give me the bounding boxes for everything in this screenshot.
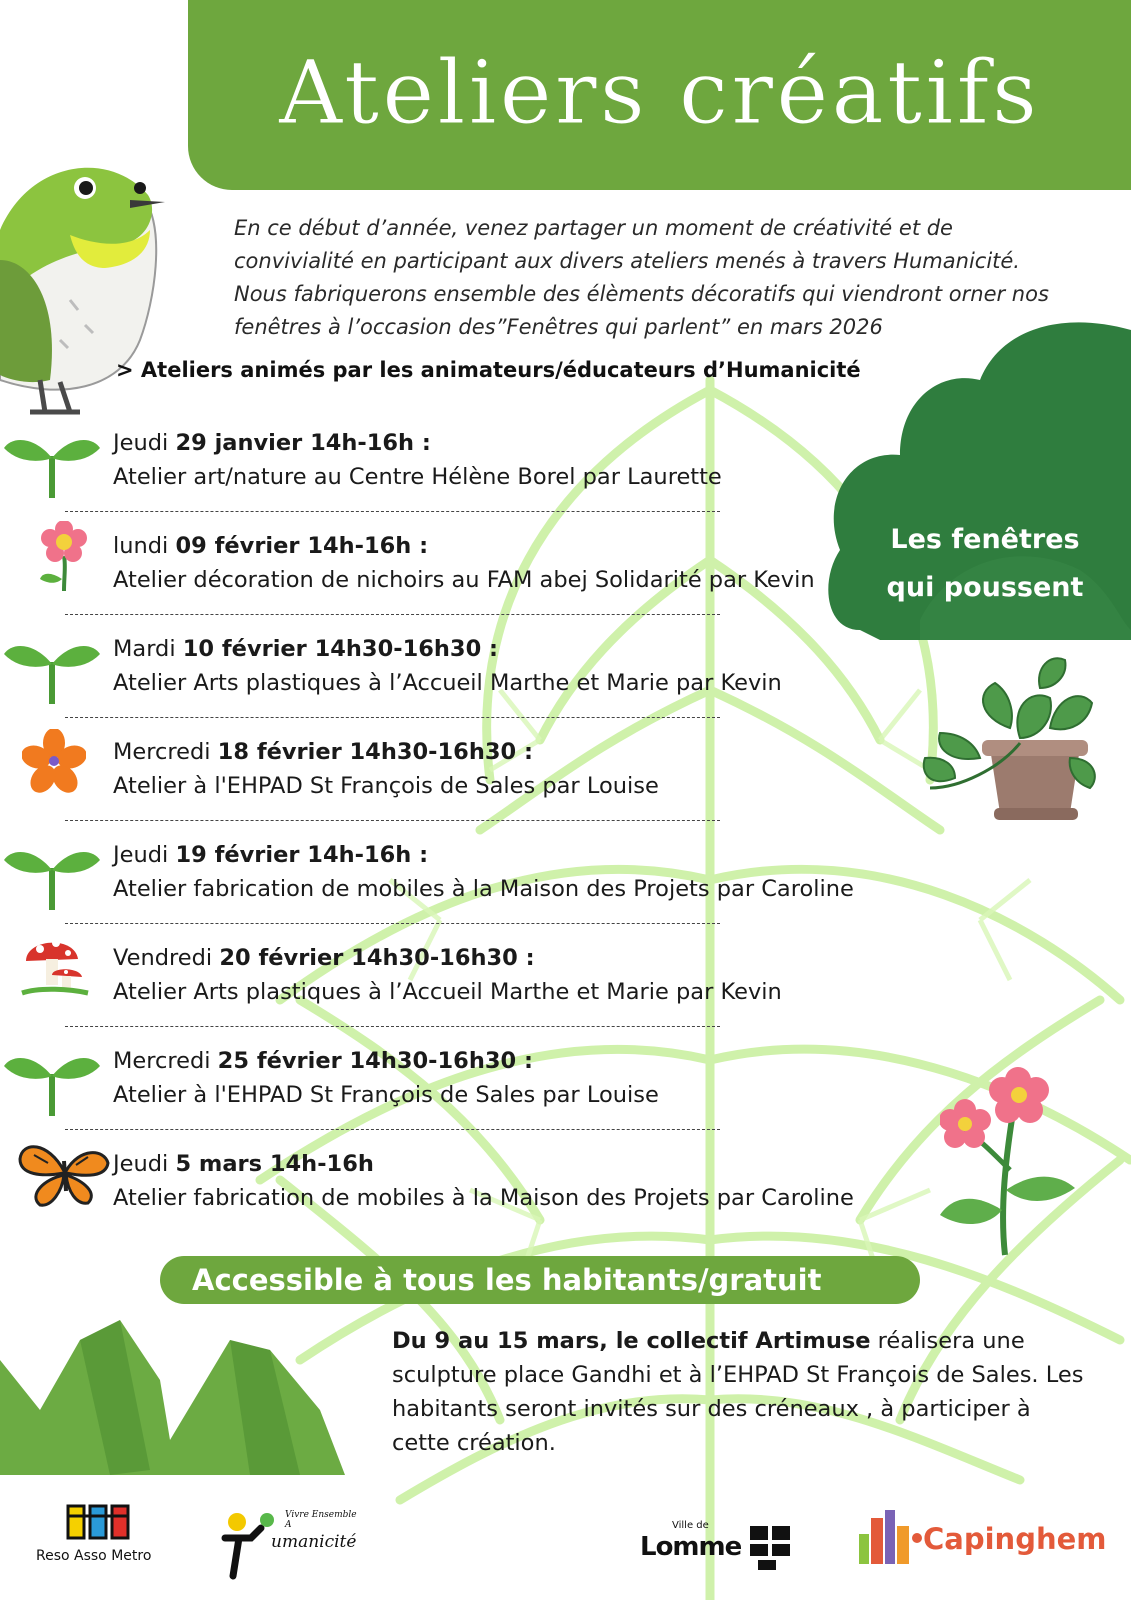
- lomme-small-text: Ville de: [672, 1520, 709, 1531]
- flower-icon: [36, 521, 92, 591]
- session-description: Atelier art/nature au Centre Hélène Borel par Laurette: [113, 464, 722, 490]
- dashed-divider: [65, 1026, 720, 1027]
- session-day: Mardi: [113, 636, 183, 662]
- session-heading: [113, 838, 913, 872]
- sprout-icon: [4, 632, 100, 704]
- session-date: 10 février 14h30-16h30 :: [182, 636, 499, 662]
- lomme-logo: [640, 1520, 800, 1580]
- session-heading: [113, 941, 913, 975]
- session-item: [113, 529, 913, 597]
- pink-flower-icon: [940, 1060, 1080, 1260]
- session-heading: [113, 1147, 913, 1181]
- session-description: Atelier fabrication de mobiles à la Maison des Projets par Caroline: [113, 876, 854, 902]
- session-heading: [113, 1044, 913, 1078]
- lomme-text: Lomme: [640, 1532, 742, 1562]
- session-item: [113, 632, 913, 700]
- potted-plant-icon: [920, 648, 1100, 828]
- session-description: Atelier Arts plastiques à l’Accueil Marthe et Marie par Kevin: [113, 979, 782, 1005]
- page-title: Ateliers créatifs: [278, 41, 1041, 144]
- humanicite-text: umanicité: [271, 1532, 357, 1552]
- session-day: Mercredi: [113, 739, 218, 765]
- session-day: Vendredi: [113, 945, 220, 971]
- session-date: 18 février 14h30-16h30 :: [217, 739, 533, 765]
- animators-note: > Ateliers animés par les animateurs/éducateurs d’Humanicité: [116, 358, 861, 382]
- session-day: lundi: [113, 533, 176, 559]
- session-heading: [113, 632, 913, 666]
- session-day: Jeudi: [113, 842, 176, 868]
- dashed-divider: [65, 820, 720, 821]
- dashed-divider: [65, 923, 720, 924]
- artimuse-paragraph: Du 9 au 15 mars, le collectif Artimuse réalisera une sculpture place Gandhi et à l’EHPAD St François de Sales. Les habitants seront invités sur des créneaux , à participer à cette création.: [392, 1328, 1084, 1456]
- hills-illustration: [0, 1300, 360, 1475]
- session-day: Jeudi: [113, 1151, 176, 1177]
- session-item: [113, 1044, 913, 1112]
- reso-logo-icon: [66, 1502, 130, 1542]
- sprout-icon: [4, 1044, 100, 1116]
- capinghem-logo: [855, 1508, 1107, 1578]
- orange-flower-icon: [22, 729, 86, 793]
- session-day: Mercredi: [113, 1048, 218, 1074]
- dashed-divider: [65, 511, 720, 512]
- session-item: [113, 1147, 913, 1215]
- butterfly-icon: [18, 1141, 110, 1207]
- session-item: [113, 838, 913, 906]
- session-item: [113, 735, 913, 803]
- sprout-icon: [4, 838, 100, 910]
- capinghem-logo-icon: [855, 1508, 927, 1570]
- session-heading: [113, 735, 913, 769]
- session-day: Jeudi: [113, 430, 176, 456]
- session-description: Atelier Arts plastiques à l’Accueil Marthe et Marie par Kevin: [113, 670, 782, 696]
- session-date: 09 février 14h-16h :: [175, 533, 429, 559]
- dashed-divider: [65, 717, 720, 718]
- session-heading: [113, 426, 913, 460]
- session-date: 19 février 14h-16h :: [175, 842, 429, 868]
- session-description: Atelier à l'EHPAD St François de Sales par Louise: [113, 1082, 659, 1108]
- humanicite-small-text: Vivre Ensemble A: [285, 1510, 357, 1530]
- session-date: 29 janvier 14h-16h :: [175, 430, 431, 456]
- session-heading: [113, 529, 913, 563]
- session-date: 5 mars 14h-16h: [175, 1151, 374, 1177]
- reso-logo-text: Reso Asso Metro: [36, 1548, 152, 1564]
- session-description: Atelier décoration de nichoirs au FAM abej Solidarité par Kevin: [113, 567, 815, 593]
- cloud-label: Les fenêtres qui poussent: [886, 524, 1084, 603]
- session-date: 25 février 14h30-16h30 :: [217, 1048, 533, 1074]
- dashed-divider: [65, 1129, 720, 1130]
- session-item: [113, 941, 913, 1009]
- session-item: [113, 426, 913, 494]
- capinghem-text: Capinghem: [923, 1522, 1107, 1556]
- intro-text: En ce début d’année, venez partager un moment de créativité et de convivialité en participant aux divers ateliers menés à travers Humanicité. Nous fabriquerons ensemble des élèments décoratifs qui viendront orner nos fenêtres à l’occasion des”Fenêtres qui parlent” en mars 2026: [234, 216, 1049, 339]
- session-description: Atelier fabrication de mobiles à la Maison des Projets par Caroline: [113, 1185, 854, 1211]
- sprout-icon: [4, 426, 100, 498]
- reso-asso-metro-logo: [36, 1502, 166, 1564]
- humanicite-logo: [215, 1508, 365, 1583]
- session-description: Atelier à l'EHPAD St François de Sales par Louise: [113, 773, 659, 799]
- dashed-divider: [65, 614, 720, 615]
- session-date: 20 février 14h30-16h30 :: [219, 945, 535, 971]
- mushroom-icon: [20, 931, 90, 997]
- lomme-logo-icon: [748, 1524, 792, 1572]
- accessible-label: Accessible à tous les habitants/gratuit: [192, 1263, 822, 1297]
